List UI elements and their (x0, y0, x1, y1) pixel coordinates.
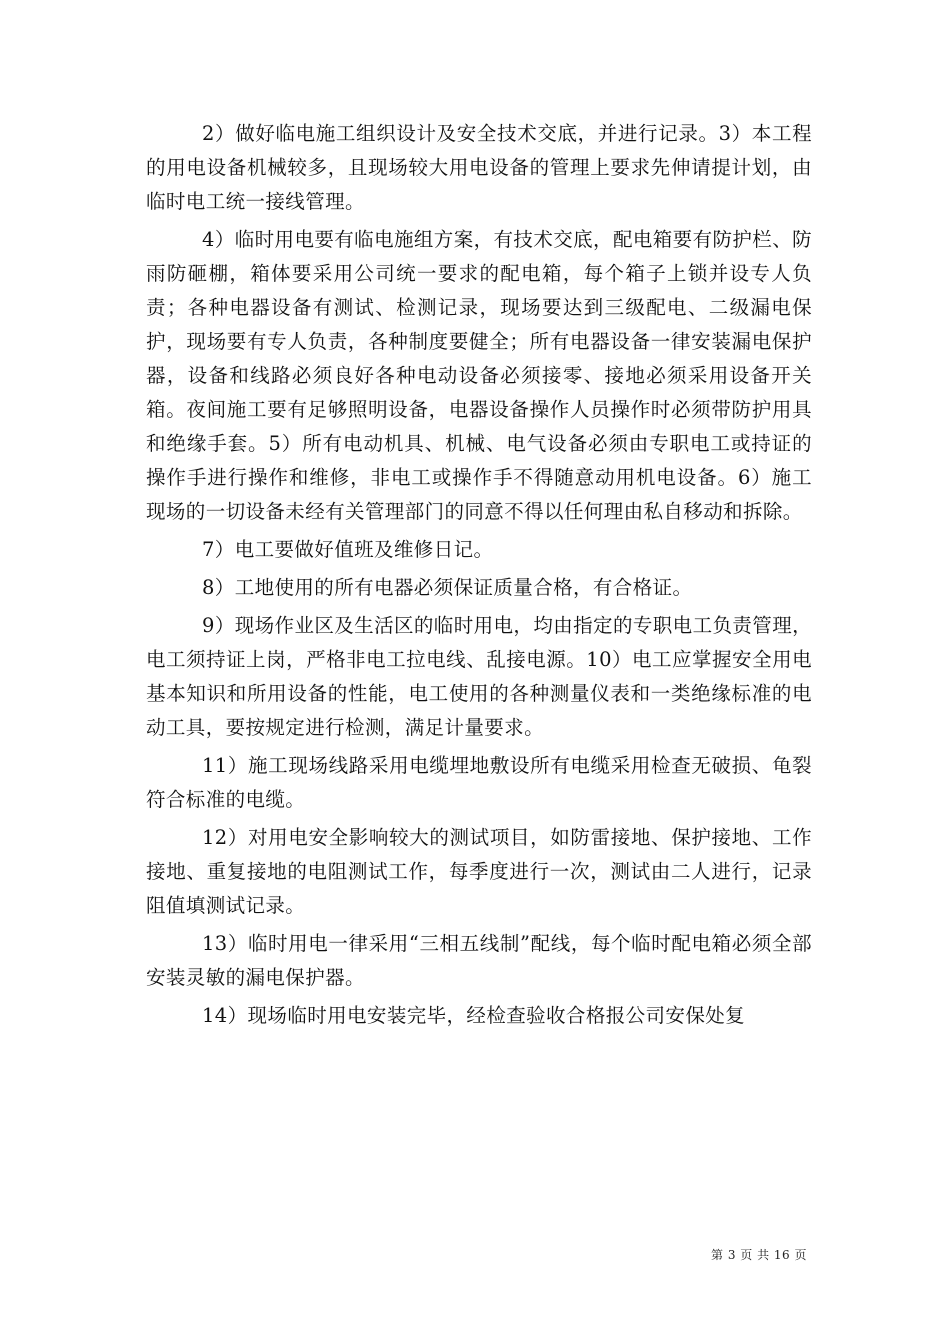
paragraph-item-7: 7）电工要做好值班及维修日记。 (202, 538, 494, 561)
paragraph-item-2: 2）做好临电施工组织设计及安全技术交底，并进行记录。3）本工程的用电设备机械较多，且现场较大用电设备的管理上要求先伸请提计划，由临时电工统一接线管理。 (146, 122, 812, 213)
page-number-label: 第 3 页 共 16 页 (711, 1248, 807, 1262)
paragraph-item-12: 12）对用电安全影响较大的测试项目，如防雷接地、保护接地、工作接地、重复接地的电阻测试工作，每季度进行一次，测试由二人进行，记录阻值填测试记录。 (146, 826, 812, 917)
paragraph-item-11: 11）施工现场线路采用电缆埋地敷设所有电缆采用检查无破损、龟裂符合标准的电缆。 (146, 754, 812, 811)
paragraph-item-14: 14）现场临时用电安装完毕，经检查验收合格报公司安保处复 (202, 1004, 746, 1027)
paragraph-item-13: 13）临时用电一律采用“三相五线制”配线，每个临时配电箱必须全部安装灵敏的漏电保护器。 (146, 932, 812, 989)
paragraph-item-4: 4）临时用电要有临电施组方案，有技术交底，配电箱要有防护栏、防雨防砸棚，箱体要采用公司统一要求的配电箱，每个箱子上锁并设专人负责；各种电器设备有测试、检测记录，现场要达到三级配电、二级漏电保护，现场要有专人负责，各种制度要健全；所有电器设备一律安装漏电保护器，设备和线路必须良好各种电动设备必须接零、接地必须采用设备开关箱。夜间施工要有足够照明设备，电器设备操作人员操作时必须带防护用具和绝缘手套。5）所有电动机具、机械、电气设备必须由专职电工或持证的操作手进行操作和维修，非电工或操作手不得随意动用机电设备。6）施工现场的一切设备未经有关管理部门的同意不得以任何理由私自移动和拆除。 (146, 228, 812, 523)
document-body (146, 117, 812, 1037)
paragraph-item-8: 8）工地使用的所有电器必须保证质量合格，有合格证。 (202, 576, 693, 599)
paragraph-item-9: 9）现场作业区及生活区的临时用电，均由指定的专职电工负责管理，电工须持证上岗，严格非电工拉电线、乱接电源。10）电工应掌握安全用电基本知识和所用设备的性能，电工使用的各种测量仪表和一类绝缘标准的电动工具，要按规定进行检测，满足计量要求。 (146, 614, 812, 739)
page-footer (0, 1246, 950, 1263)
